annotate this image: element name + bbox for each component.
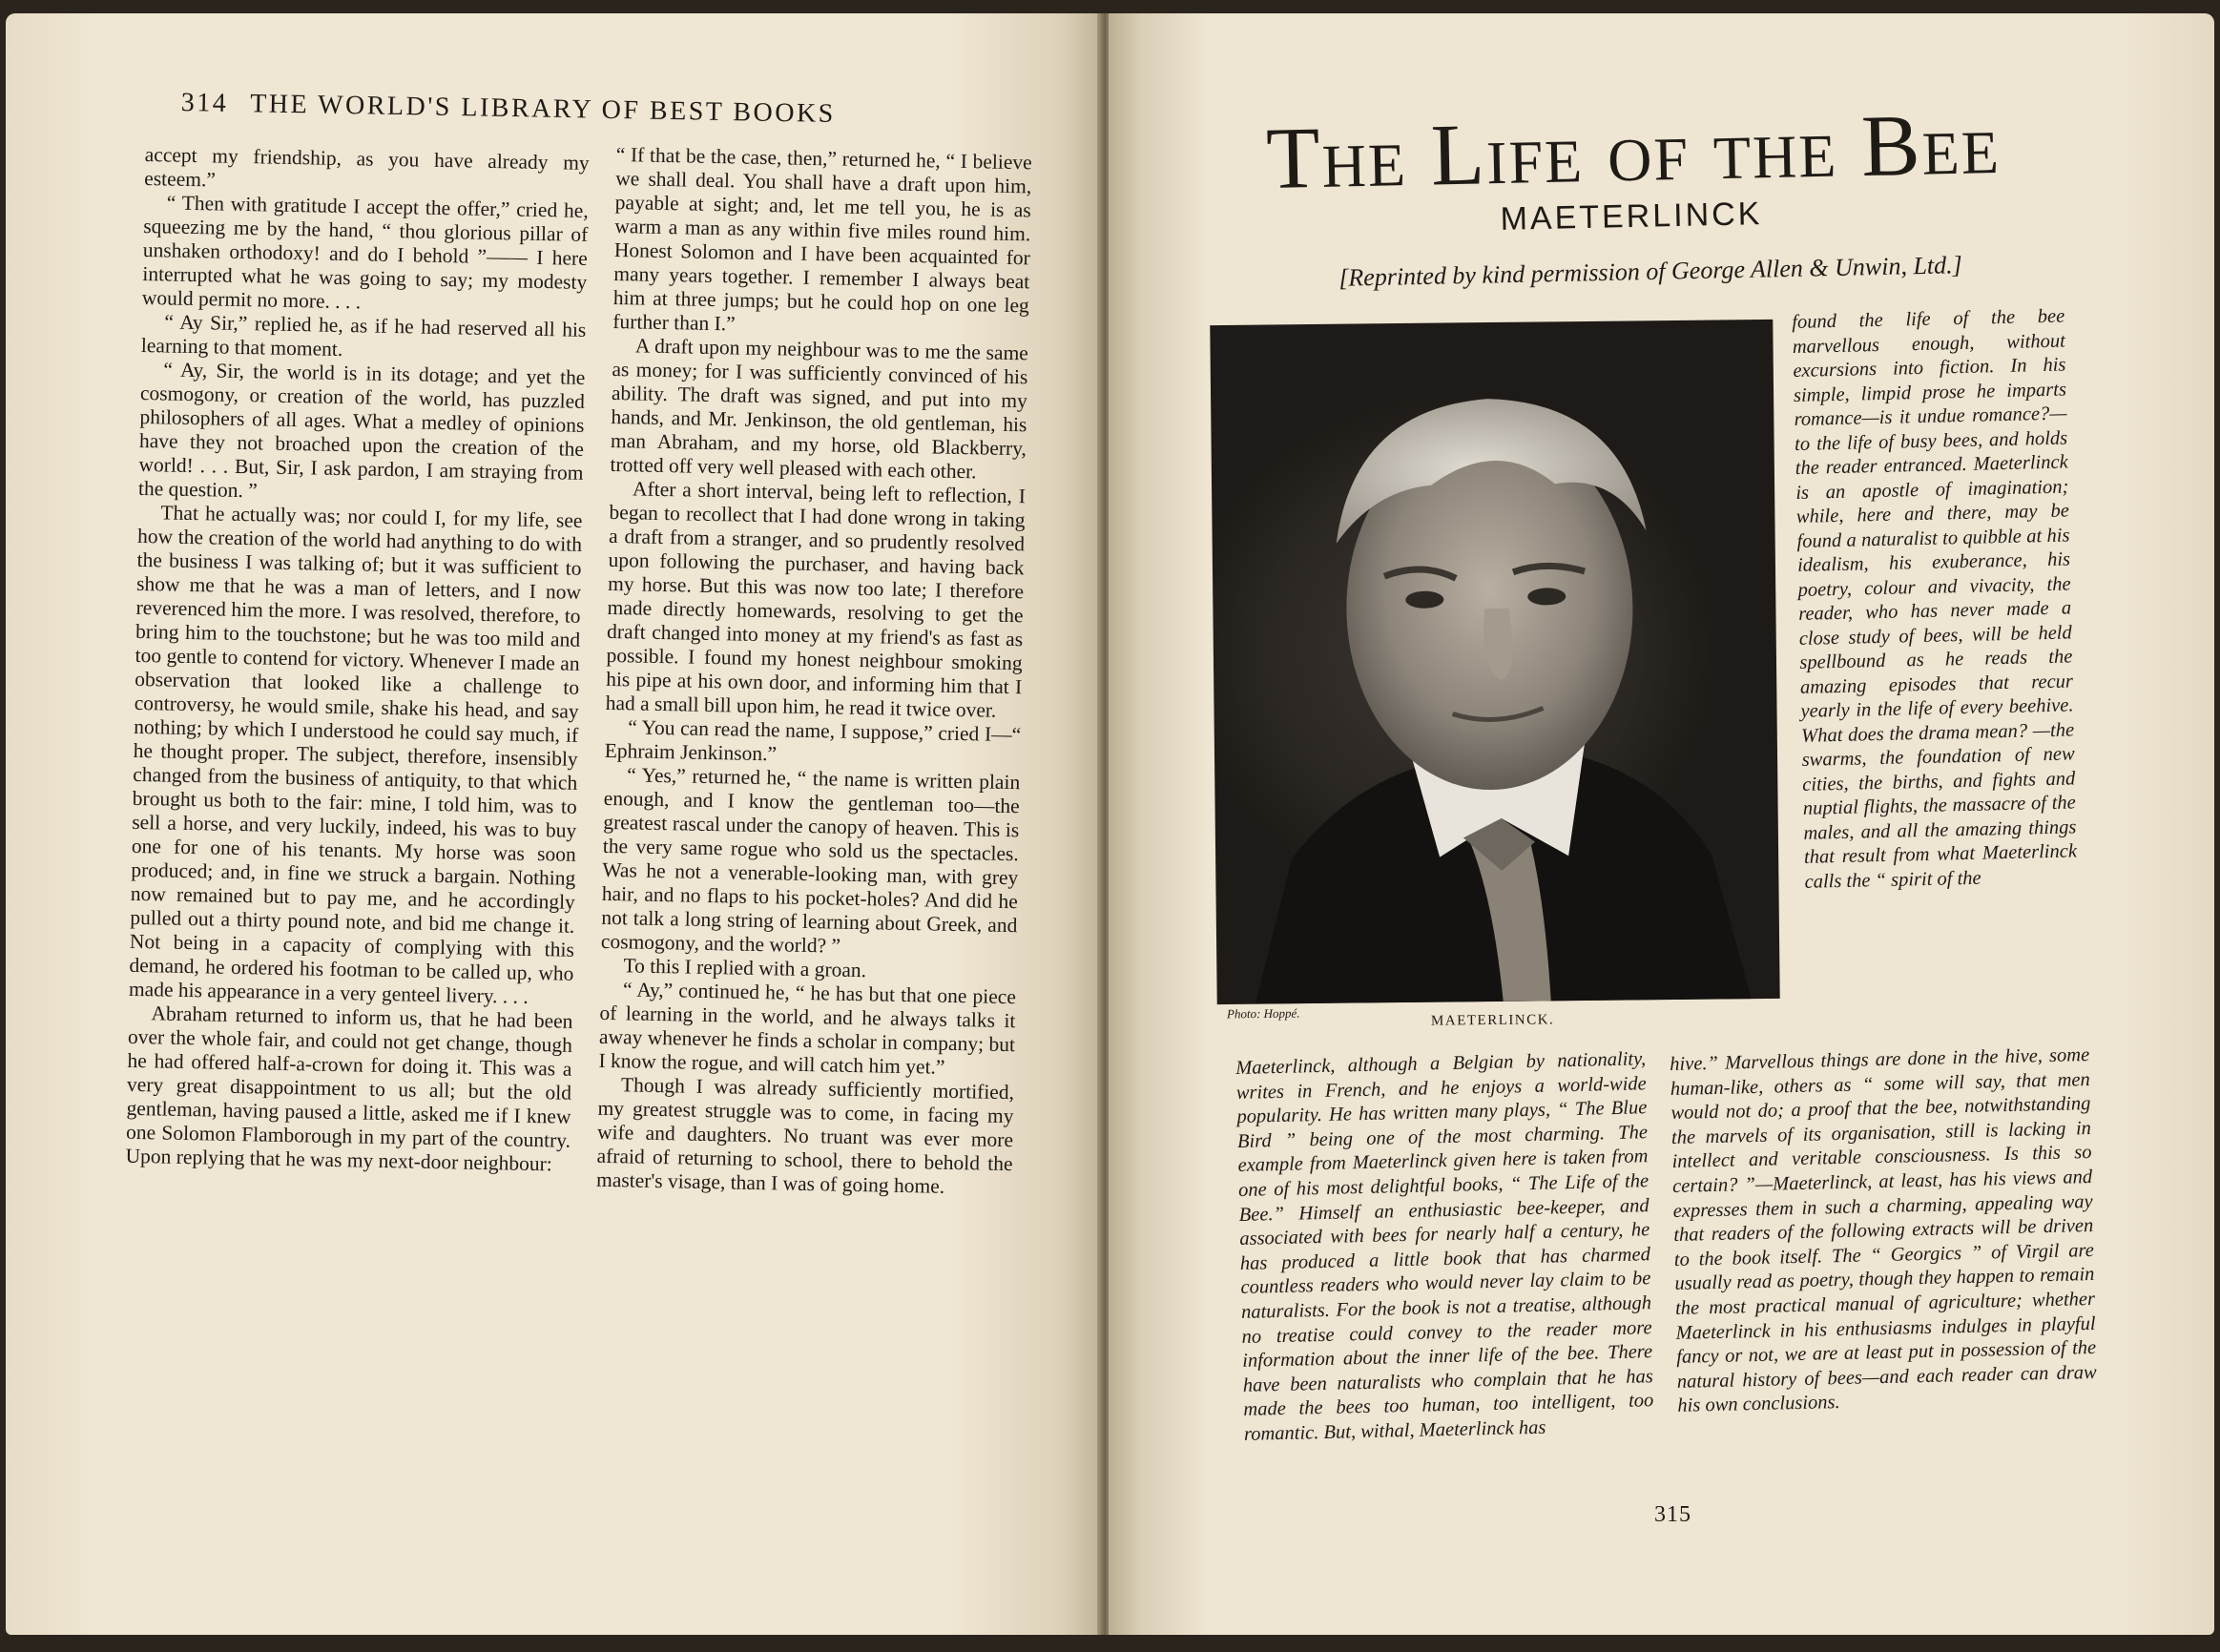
- photo-credit: Photo: Hoppé.: [1226, 1005, 1300, 1022]
- paragraph: hive.” Marvellous things are done in the hive, some human-like, others as “ some will say, that men would not do; a proof that the bee, notwithstanding the marvels of its organisation, still is lacking in intellect and veritable consciousness. Is this so certain? ”—Maeterlinck, at least, has his views and expresses them in such a charming, appealing way that readers of the following extracts will be driven to the book itself. The “ Georgics ” of Virgil are usually read as poetry, though they happen to remain the most practical manual of agriculture; whether Maeterlinck in his enthusiasms indulges in playful fancy or not, we are at least put in possession of the natural history of bees—and each reader can draw his own conclusions.: [1670, 1044, 2097, 1417]
- left-column-1: [125, 143, 590, 1177]
- author-portrait-photo: [1210, 320, 1779, 1004]
- paragraph: A draft upon my neighbour was to me the same as money; for I was sufficiently convinced of his ability. The draft was signed, and put into my hands, and Mr. Jenkinson, the old gentleman, his man Abraham, and my horse, old Blackberry, trotted off very well pleased with each other.: [610, 334, 1029, 484]
- paragraph: “ Ay,” continued he, “ he has but that one piece of learning in the world, and he always talks it away whenever he finds a scholar in company; but I know the rogue, and will catch him yet.”: [598, 978, 1017, 1079]
- paragraph: accept my friendship, as you have already my esteem.”: [144, 143, 590, 192]
- left-page: [6, 13, 1105, 1635]
- page-number-left: 314: [180, 88, 229, 118]
- running-head-title: THE WORLD'S LIBRARY OF BEST BOOKS: [249, 89, 837, 129]
- left-column-2: [596, 143, 1032, 1200]
- running-head: [180, 88, 1001, 133]
- paragraph: Though I was already sufficiently mortified, my greatest struggle was to come, in facing my wife and daughters. No truant was ever more afraid of returning to school, there to behold the master's visage, than I was of going home.: [595, 1073, 1015, 1198]
- page-number-right: 315: [1654, 1502, 1691, 1527]
- article-author: MAETERLINCK: [1500, 196, 1763, 237]
- paragraph: After a short interval, being left to reflection, I began to recollect that I had done wrong in taking a draft from a stranger, and so prudently resolved upon following the purchaser, and having back my horse. But this was now too late; I therefore made directly homewards, resolving to get the draft changed into money at my friend's as fast as possible. I found my honest neighbour smoking his pipe at his own door, and informing him that I had a small bill upon him, he read it twice over.: [605, 477, 1027, 722]
- photo-caption: MAETERLINCK.: [1430, 1012, 1555, 1029]
- paragraph: “ Then with gratitude I accept the offer,” cried he, squeezing me by the hand, “ thou glorious pillar of unshaken orthodoxy! and do I behold ”—— I here interrupted what he was going to say; my modesty would permit no more. . . .: [141, 191, 589, 314]
- sidebar-text: [1792, 305, 2078, 895]
- paragraph: To this I replied with a groan.: [623, 954, 867, 982]
- portrait-illustration: [1210, 320, 1779, 1004]
- paragraph: “ Ay Sir,” replied he, as if he had reserved all his learning to that moment.: [140, 310, 587, 361]
- article-title: The Life of the Bee: [1265, 93, 2002, 208]
- paragraph: “ You can read the name, I suppose,” cried I—“ Ephraim Jenkinson.”: [604, 715, 1022, 766]
- paragraph: Maeterlinck, although a Belgian by nationality, writes in French, and he enjoys a world-wide popularity. He has written many plays, “ The Blue Bird ” being one of the most charming. The example from Maeterlinck given here is taken from one of his most delightful books, “ The Life of the Bee.” Himself an enthusiastic bee-keeper, and associated with bees for nearly half a century, he has produced a little book that has charmed countless readers who would never lay claim to be naturalists. For the book is not a treatise, although no treatise could convey to the reader more information about the inner life of the bee. There have been naturalists who complain that he has made the bees too human, too intelligent, too romantic. But, withal, Maeterlinck has: [1235, 1048, 1654, 1445]
- bottom-left-text: [1235, 1047, 1654, 1447]
- paragraph: found the life of the bee marvellous enough, without excursions into fiction. In his simple, limpid prose he imparts romance—is it undue romance?—to the life of busy bees, and holds the reader entranced. Maeterlinck is an apostle of imagination; while, here and there, may be found a naturalist to quibble at his idealism, his exuberance, his poetry, colour and vivacity, the reader, who has never made a close study of bees, will be held spellbound as he reads the amazing episodes that recur yearly in the life of every beehive. What does the drama mean? —the swarms, the foundation of new cities, the births, and fights and nuptial flights, the massacre of the males, and all the amazing things that result from what Maeterlinck calls the “ spirit of the: [1792, 305, 2078, 893]
- bottom-right-text: [1670, 1043, 2098, 1419]
- paragraph: “ Ay, Sir, the world is in its dotage; and yet the cosmogony, or creation of the world, has puzzled philosophers of all ages. What a medley of opinions have they not broached upon the creation of the world! . . . But, Sir, I ask pardon, I am straying from the question. ”: [137, 358, 586, 503]
- paragraph: “ Yes,” returned he, “ the name is written plain enough, and I know the gentleman too—the greatest rascal under the canopy of heaven. This is the very same rogue who sold us the spectacles. Was he not a venerable-looking man, with grey hair, and no flaps to his pocket-holes? And did he not talk a long string of learning about Greek, and cosmogony, and the world? ”: [600, 763, 1021, 958]
- reprint-credit: [Reprinted by kind permission of George Allen & Unwin, Ltd.]: [1338, 251, 1963, 292]
- paragraph: Abraham returned to inform us, that he had been over the whole fair, and could not get change, though he had offered half-a-crown for doing it. This was a very great disappointment to us all; but the old gentleman, having paused a little, asked me if I knew one Solomon Flamborough in my part of the country. Upon replying that he was my next-door neighbour:: [125, 1002, 573, 1176]
- paragraph: That he actually was; nor could I, for my life, see how the creation of the world had anything to do with the business I was talking of; but it was sufficient to show me that he was a man of letters, and I now reverenced him the more. I was resolved, therefore, to bring him to the touchstone; but he was too mild and too gentle to contend for victory. Whenever I made an observation that looked like a challenge to controversy, he would smile, shake his head, and say nothing; by which I understood he could say much, if he thought proper. The subject, therefore, insensibly changed from the business of antiquity, to that which brought us both to the fair: mine, I told him, was to sell a horse, and very luckily, indeed, his was to buy one for one of his tenants. My horse was soon produced; and, in fine we struck a bargain. Nothing now remained but to pay me, and he accordingly pulled out a thirty pound note, and bid me change it. Not being in a capacity of complying with this demand, he ordered his footman to be called up, who made his appearance in a very genteel livery. . . .: [128, 501, 583, 1008]
- paragraph: “ If that be the case, then,” returned he, “ I believe we shall deal. You shall have a draft upon him, payable at sight; and, let me tell you, he is as warm a man as any within five miles round him. Honest Solomon and I have been acquainted for many years together. I remember I always beat him at three jumps; but he could hop on one leg further than I.”: [612, 143, 1032, 336]
